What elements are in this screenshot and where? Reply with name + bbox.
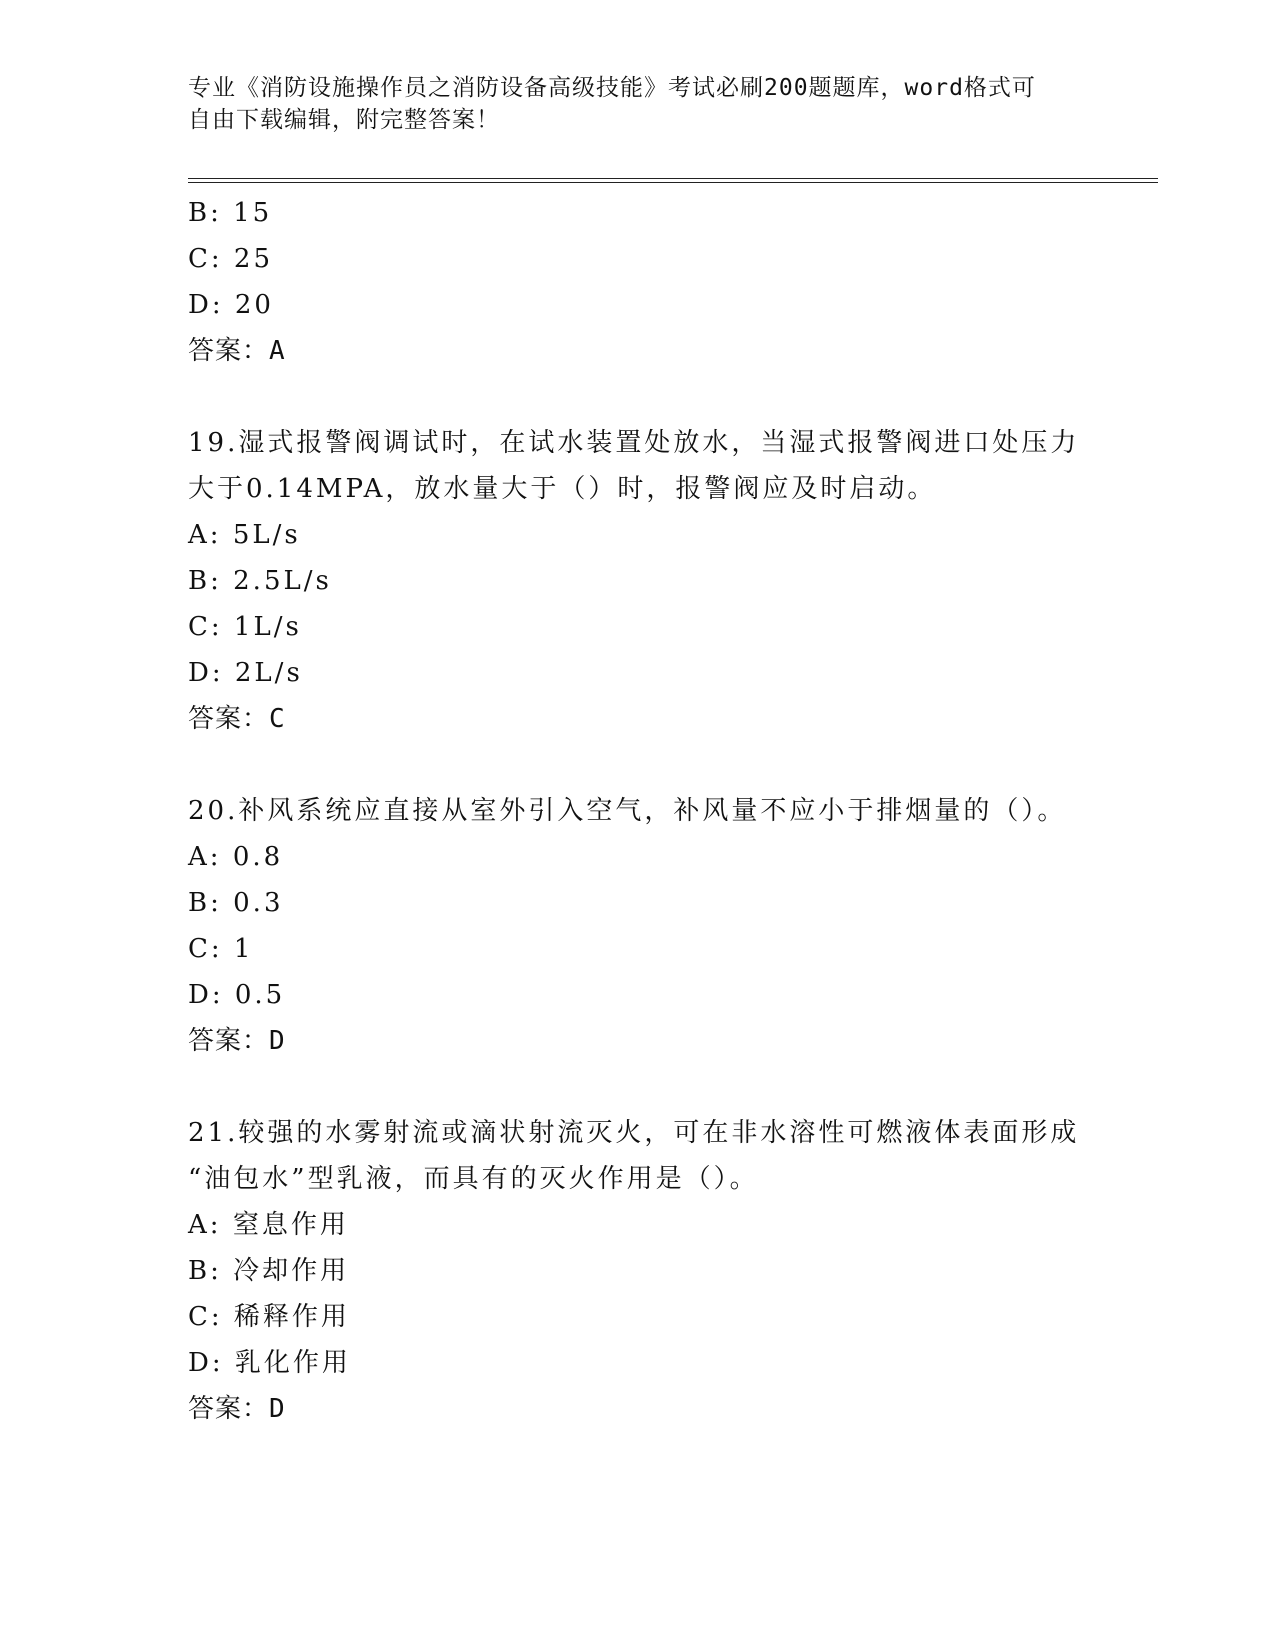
option-row [188,1294,1088,1340]
header-rule-bottom [188,182,1158,183]
option-text: 0.3 [233,888,284,918]
option-text: 1 [233,934,254,964]
spacer [188,742,1088,788]
option-row [188,236,1088,282]
option-row [188,558,1088,604]
option-text: 窒息作用 [232,1210,349,1240]
question-text-line-1: 21.较强的水雾射流或滴状射流灭火，可在非水溶性可燃液体表面形成 [188,1118,1080,1148]
option-row [188,834,1088,880]
option-label: C: [188,612,234,642]
option-text: 冷却作用 [233,1256,350,1286]
option-label: D: [188,290,235,320]
question-text [188,420,1088,512]
question-list [188,190,1088,1432]
header-rule-top [188,178,1158,179]
option-row [188,972,1088,1018]
option-row [188,880,1088,926]
option-row [188,926,1088,972]
option-label: D: [188,1348,235,1378]
option-text: 5L/s [232,520,301,550]
answer-line: 答案：D [188,1026,286,1056]
answer-line: 答案：D [188,1394,286,1424]
option-row [188,190,1088,236]
option-label: C: [188,934,234,964]
option-text: 1L/s [233,612,302,642]
question-text [188,1110,1088,1202]
option-label: B: [188,1256,234,1286]
question-text [188,788,1088,834]
option-label: C: [188,1302,234,1332]
document-header [188,72,1088,136]
option-text: 20 [234,290,274,320]
option-label: A: [188,842,233,872]
question-text-line-2: “油包水”型乳液，而具有的灭火作用是（）。 [188,1164,759,1194]
option-row [188,1248,1088,1294]
question-text-line-2: 大于0.14MPA，放水量大于（）时，报警阀应及时启动。 [188,474,937,504]
partial-question [188,190,1088,374]
header-line-2: 自由下载编辑，附完整答案！ [188,107,500,133]
option-label: B: [188,566,234,596]
option-label: B: [188,198,234,228]
option-text: 2L/s [234,658,303,688]
option-row [188,1340,1088,1386]
option-label: D: [188,658,235,688]
option-row [188,650,1088,696]
option-row [188,604,1088,650]
option-text: 0.8 [232,842,284,872]
answer-line: 答案：A [188,336,286,366]
answer-line: 答案：C [188,704,286,734]
option-text: 15 [233,198,273,228]
option-text: 乳化作用 [234,1348,351,1378]
question-text-line-1: 20.补风系统应直接从室外引入空气，补风量不应小于排烟量的（）。 [188,796,1067,826]
option-text: 2.5L/s [233,566,332,596]
option-label: B: [188,888,234,918]
header-line-1: 专业《消防设施操作员之消防设备高级技能》考试必刷200题题库，word格式可 [188,75,1036,101]
option-row [188,512,1088,558]
option-label: C: [188,244,234,274]
option-label: A: [188,520,233,550]
question-20 [188,788,1088,1064]
option-text: 0.5 [234,980,286,1010]
spacer [188,1064,1088,1110]
option-text: 25 [233,244,274,274]
option-label: D: [188,980,235,1010]
question-19 [188,420,1088,742]
question-21 [188,1110,1088,1432]
option-text: 稀释作用 [233,1302,350,1332]
spacer [188,374,1088,420]
option-row [188,1202,1088,1248]
option-row [188,282,1088,328]
option-label: A: [188,1210,233,1240]
question-text-line-1: 19.湿式报警阀调试时，在试水装置处放水，当湿式报警阀进口处压力 [188,428,1080,458]
